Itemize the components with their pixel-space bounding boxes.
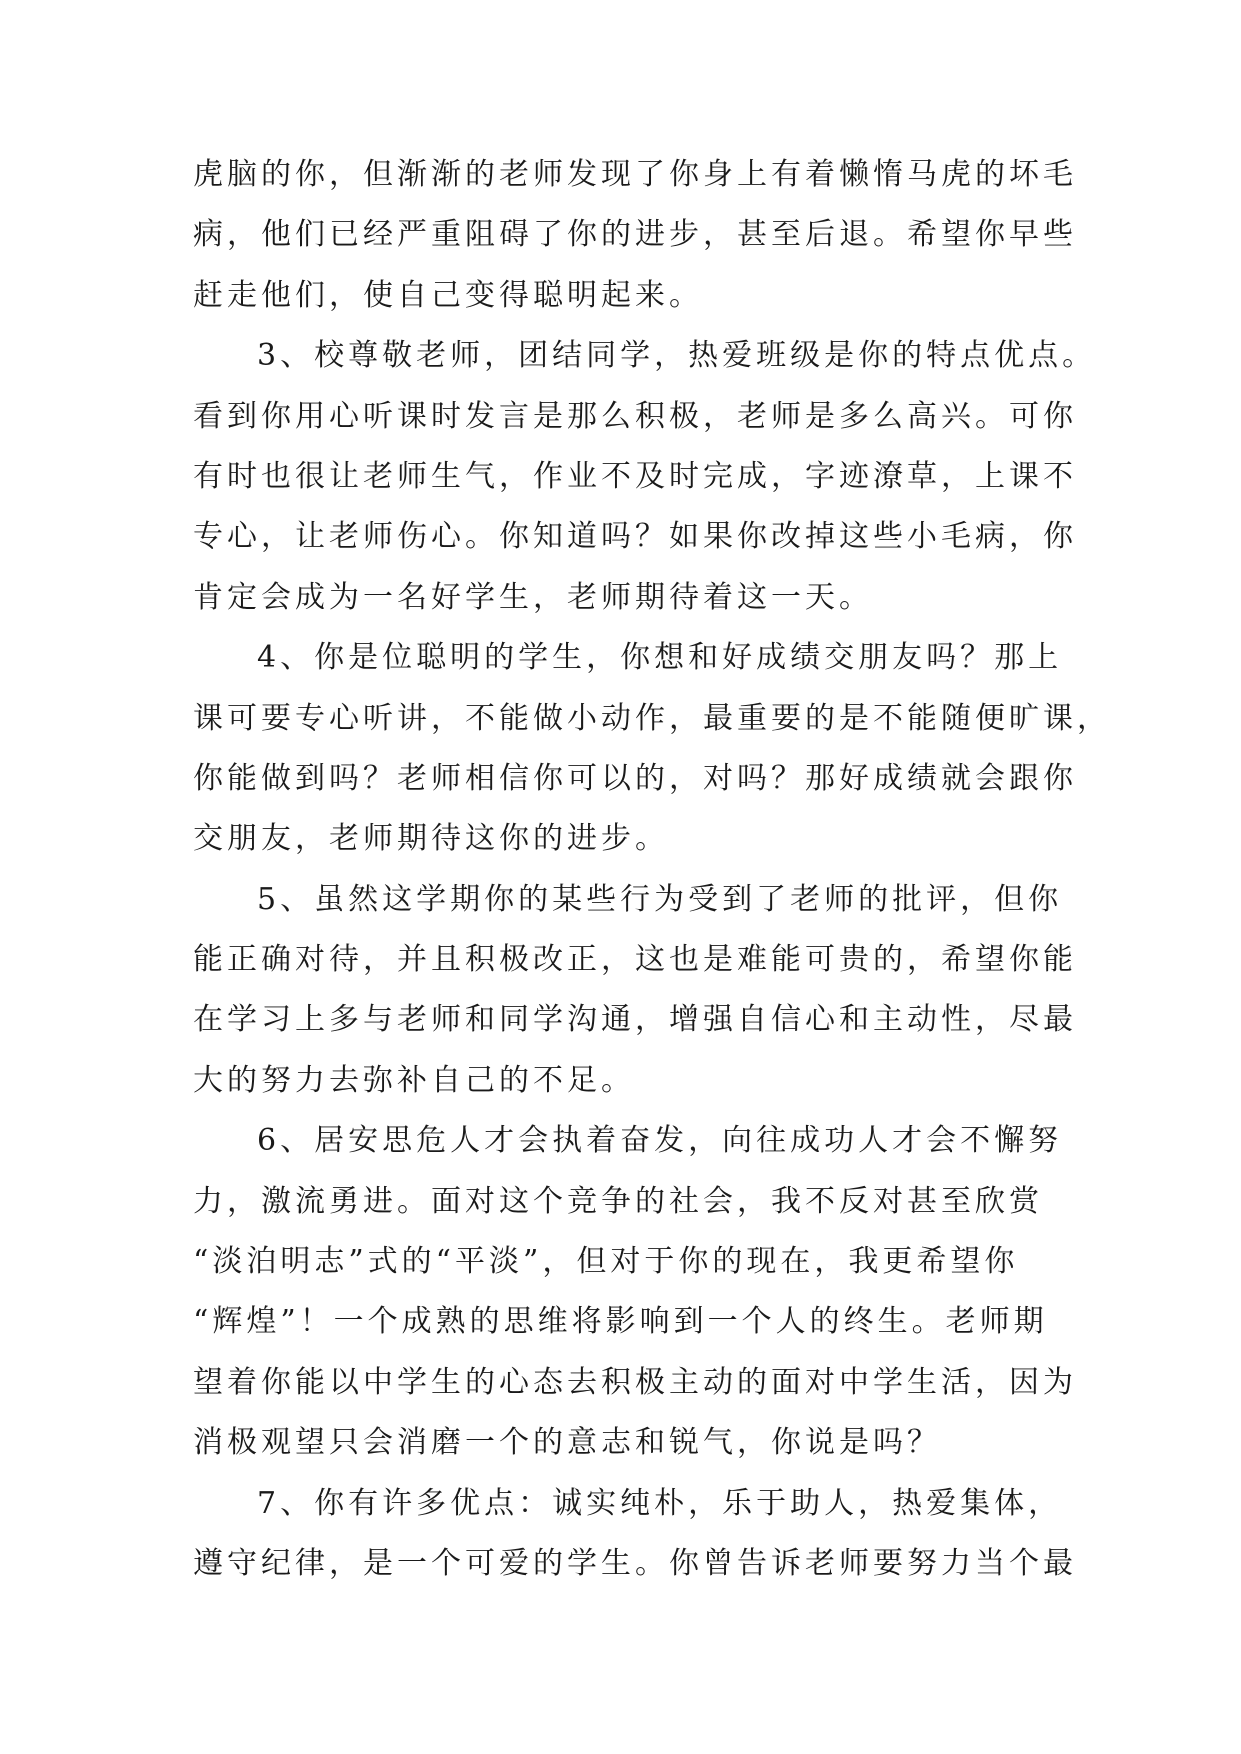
text-line: 课可要专心听讲，不能做小动作，最重要的是不能随便旷课， (193, 700, 1111, 736)
text-line: 病，他们已经严重阻碍了你的进步，甚至后退。希望你早些 (193, 217, 1077, 253)
paragraph-first-line: 4、你是位聪明的学生，你想和好成绩交朋友吗？那上 (257, 640, 1063, 676)
text-line: 你能做到吗？老师相信你可以的，对吗？那好成绩就会跟你 (193, 760, 1077, 796)
text-line: 肯定会成为一名好学生，老师期待着这一天。 (193, 579, 873, 615)
paragraph-first-line: 5、虽然这学期你的某些行为受到了老师的批评，但你 (257, 881, 1063, 917)
paragraph-first-line: 3、校尊敬老师，团结同学，热爱班级是你的特点优点。 (257, 338, 1097, 374)
text-line: 看到你用心听课时发言是那么积极，老师是多么高兴。可你 (193, 398, 1077, 434)
paragraph-first-line: 7、你有许多优点：诚实纯朴，乐于助人，热爱集体， (257, 1485, 1063, 1521)
text-line: 交朋友，老师期待这你的进步。 (193, 821, 669, 857)
text-line: 能正确对待，并且积极改正，这也是难能可贵的，希望你能 (193, 942, 1077, 978)
text-line: 消极观望只会消磨一个的意志和锐气，你说是吗？ (193, 1425, 941, 1461)
text-line: 大的努力去弥补自己的不足。 (193, 1062, 635, 1098)
text-line: 遵守纪律，是一个可爱的学生。你曾告诉老师要努力当个最 (193, 1545, 1077, 1581)
paragraph-first-line: 6、居安思危人才会执着奋发，向往成功人才会不懈努 (257, 1123, 1063, 1159)
document-body (193, 157, 1111, 1606)
text-line: 望着你能以中学生的心态去积极主动的面对中学生活，因为 (193, 1364, 1077, 1400)
text-line: “辉煌”！一个成熟的思维将影响到一个人的终生。老师期 (193, 1304, 1048, 1340)
text-line: “淡泊明志”式的“平淡”，但对于你的现在，我更希望你 (193, 1244, 1019, 1280)
text-line: 有时也很让老师生气，作业不及时完成，字迹潦草，上课不 (193, 458, 1077, 494)
text-line: 力，激流勇进。面对这个竞争的社会，我不反对甚至欣赏 (193, 1183, 1043, 1219)
text-line: 虎脑的你，但渐渐的老师发现了你身上有着懒惰马虎的坏毛 (193, 157, 1077, 192)
text-line: 专心，让老师伤心。你知道吗？如果你改掉这些小毛病，你 (193, 519, 1077, 555)
text-line: 在学习上多与老师和同学沟通，增强自信心和主动性，尽最 (193, 1002, 1077, 1038)
text-line: 赶走他们，使自己变得聪明起来。 (193, 277, 703, 313)
